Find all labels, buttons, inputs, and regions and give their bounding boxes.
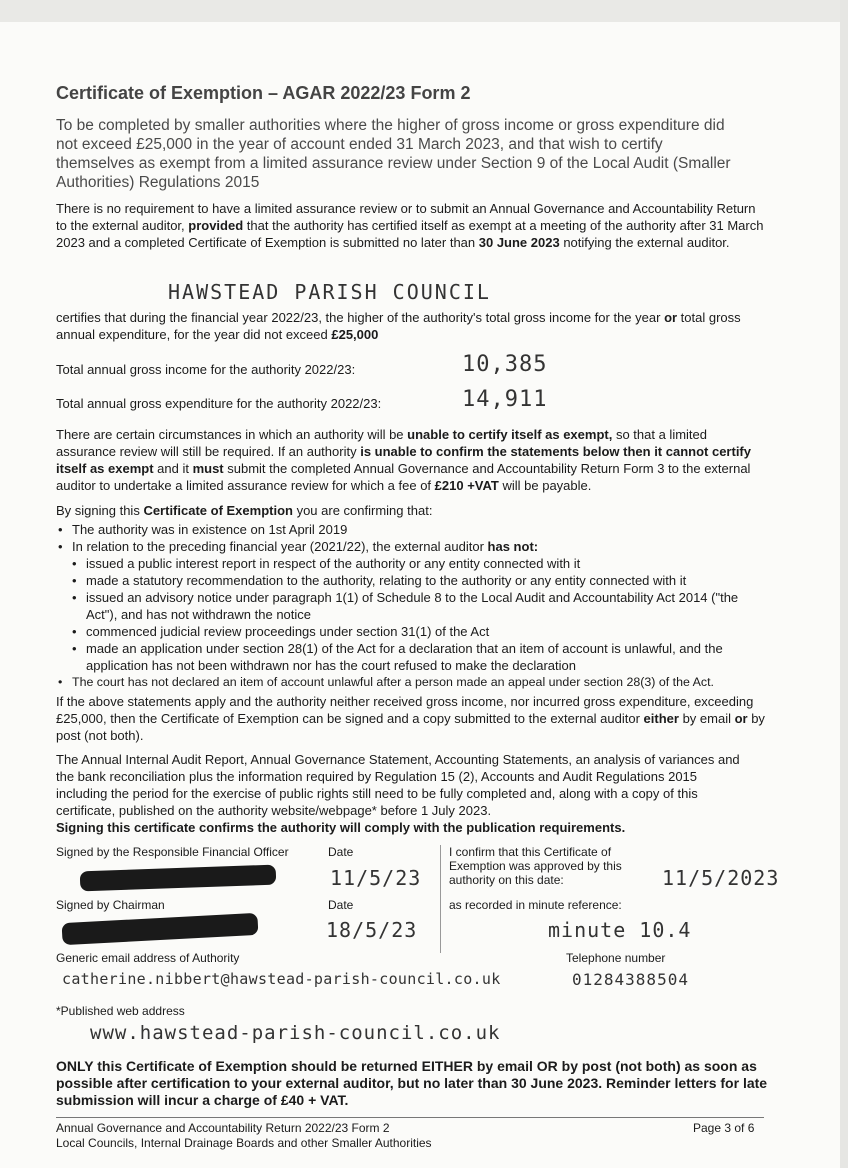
list-item: • In relation to the preceding financial year (2021/22), the external auditor has not: (56, 538, 768, 555)
scan-right-edge (840, 0, 848, 1168)
page-title: Certificate of Exemption – AGAR 2022/23 Form 2 (56, 83, 471, 103)
certifies-paragraph: certifies that during the financial year 2022/23, the higher of the authority's total gross income for the year or total gross annual expenditure, for the year did not exceed £25,000 (56, 310, 741, 342)
web-value: www.hawstead-parish-council.co.uk (90, 1022, 501, 1044)
minute-value: minute 10.4 (548, 918, 692, 942)
list-item: • issued an advisory notice under paragraph 1(1) of Schedule 8 to the Local Audit and Accountability Act 2014 ("the Act"), and has not withdrawn the notice (56, 589, 768, 623)
signature-divider (440, 845, 441, 953)
chair-date-label: Date (328, 898, 354, 912)
publication-paragraph: The Annual Internal Audit Report, Annual Governance Statement, Accounting Statements, an analysis of variances and the bank reconciliation plus the information required by Regulation 15 (2), Accounts and Audit Regulations 2015 including the period for the exercise of public rights still need to be fully completed and, along with a copy of this certificate, published on the authority website/webpage* before 1 July 2023. Signing this certificate confirms the authority will comply with the publication requirements. (56, 752, 740, 835)
expenditure-value: 14,911 (462, 387, 548, 412)
list-item: • made an application under section 28(1) of the Act for a declaration that an item of account is unlawful, and the application has not been withdrawn nor has the court refused to make the declaration (56, 640, 768, 674)
rfo-label: Signed by the Responsible Financial Officer (56, 845, 289, 859)
chair-label: Signed by Chairman (56, 898, 165, 912)
phone-label: Telephone number (566, 951, 666, 965)
signing-intro: By signing this Certificate of Exemption you are confirming that: (56, 503, 433, 518)
income-label: Total annual gross income for the authority 2022/23: (56, 362, 356, 377)
list-item: • commenced judicial review proceedings under section 31(1) of the Act (56, 623, 768, 640)
expenditure-label: Total annual gross expenditure for the authority 2022/23: (56, 396, 382, 411)
email-value: catherine.nibbert@hawstead-parish-council.co.uk (62, 970, 501, 988)
footer-line-1: Annual Governance and Accountability Return 2022/23 Form 2 (56, 1121, 390, 1135)
chair-signature-redacted (62, 913, 259, 945)
confirm-date-value: 11/5/2023 (662, 866, 780, 890)
footer-divider (56, 1117, 764, 1118)
web-label: *Published web address (56, 1004, 185, 1018)
circumstances-paragraph: There are certain circumstances in which an authority will be unable to certify itself as exempt, so that a limited assurance review will still be required. If an authority is unable to confirm the statements below then it cannot certify itself as exempt and it must submit the completed Annual Governance and Accountability Return Form 3 to the external auditor to undertake a limited assurance review for which a fee of £210 +VAT will be payable. (56, 427, 751, 493)
scan-top-edge (0, 0, 848, 22)
conditions-list (56, 521, 768, 691)
list-item: • The court has not declared an item of account unlawful after a person made an appeal under section 28(3) of the Act. (56, 674, 768, 691)
intro-text: To be completed by smaller authorities where the higher of gross income or gross expenditure did not exceed £25,000 in the year of account ended 31 March 2023, and that wish to certify themselves as exempt from a limited assurance review under Section 9 of the Local Audit (Smaller Authorities) Regulations 2015 (56, 117, 731, 191)
rfo-date-value: 11/5/23 (330, 866, 422, 890)
income-value: 10,385 (462, 352, 548, 377)
rfo-date-label: Date (328, 845, 354, 859)
minute-label: as recorded in minute reference: (449, 898, 622, 912)
chair-date-value: 18/5/23 (326, 918, 418, 942)
list-item: • made a statutory recommendation to the authority, relating to the authority or any entity connected with it (56, 572, 768, 589)
list-item: • issued a public interest report in respect of the authority or any entity connected with it (56, 555, 768, 572)
submission-paragraph: If the above statements apply and the authority neither received gross income, nor incurred gross expenditure, exceeding £25,000, then the Certificate of Exemption can be signed and a copy submitted to the external auditor either by email or by post (not both). (56, 694, 765, 743)
closing-instruction: ONLY this Certificate of Exemption should be returned EITHER by email OR by post (not both) as soon as possible after certification to your external auditor, but no later than 30 June 2023. Reminder letters for late submission will incur a charge of £40 + VAT. (56, 1058, 768, 1108)
page-number: Page 3 of 6 (693, 1121, 755, 1135)
list-item: • The authority was in existence on 1st April 2019 (56, 521, 768, 538)
footer-line-2: Local Councils, Internal Drainage Boards and other Smaller Authorities (56, 1136, 432, 1150)
rfo-signature-redacted (80, 865, 277, 892)
confirm-label: I confirm that this Certificate of Exemption was approved by this authority on this date: (449, 845, 622, 887)
requirement-paragraph: There is no requirement to have a limited assurance review or to submit an Annual Governance and Accountability Return to the external auditor, provided that the authority has certified itself as exempt at a meeting of the authority after 31 March 2023 and a completed Certificate of Exemption is submitted no later than 30 June 2023 notifying the external auditor. (56, 201, 764, 250)
email-label: Generic email address of Authority (56, 951, 240, 965)
authority-name-handwritten: HAWSTEAD PARISH COUNCIL (168, 280, 491, 304)
phone-value: 01284388504 (572, 970, 689, 989)
